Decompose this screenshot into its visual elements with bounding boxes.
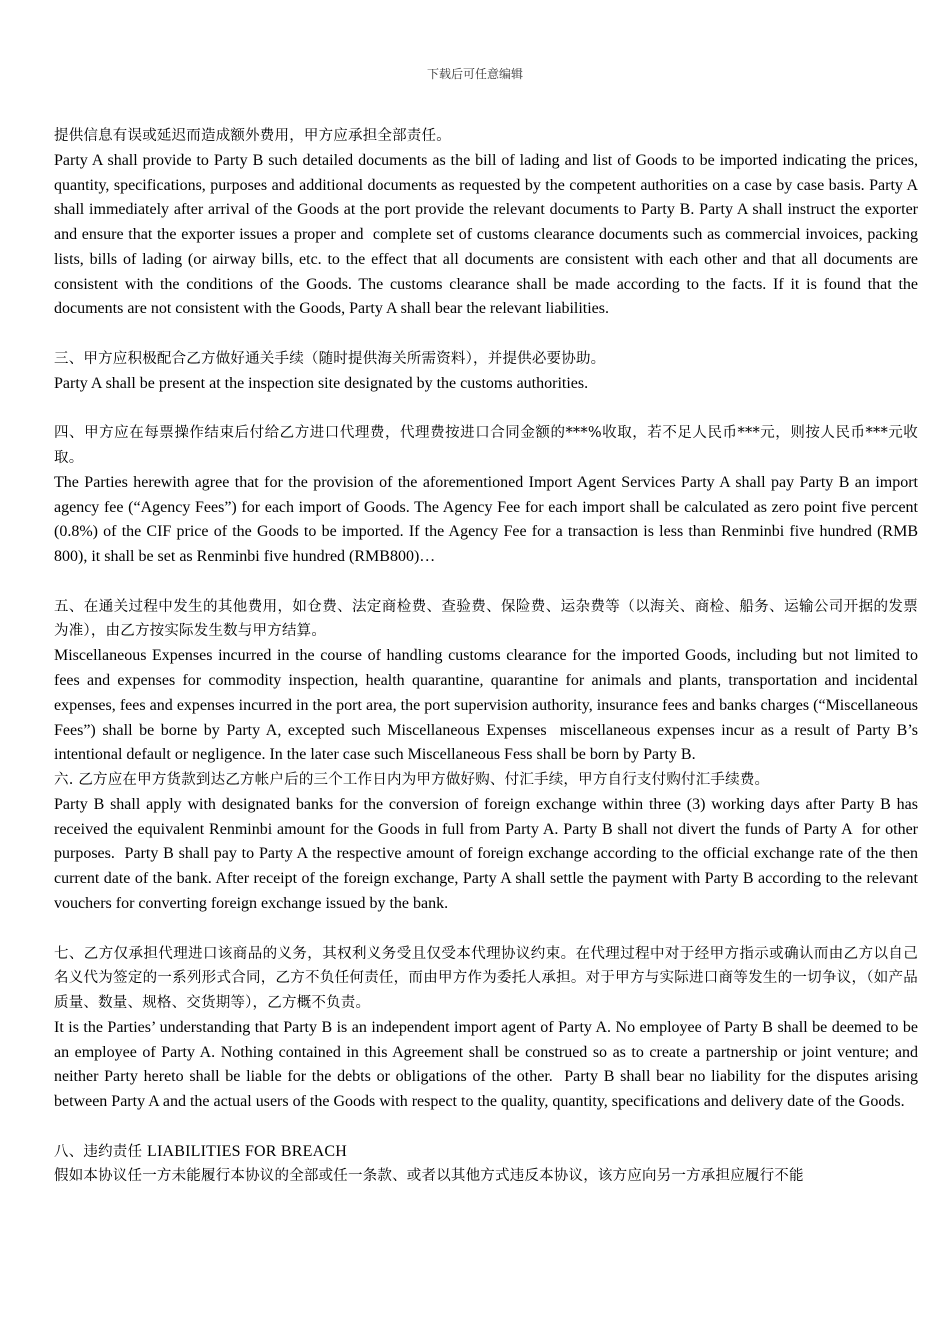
clause-8-cn-body: 假如本协议任一方未能履行本协议的全部或任一条款、或者以其他方式违反本协议，该方应向另一方承担应履行不能 xyxy=(54,1168,804,1185)
document-body xyxy=(54,124,922,1189)
paragraph-spacer xyxy=(54,917,918,942)
clause-6-en: Party B shall apply with designated banks for the conversion of foreign exchange within three (3) working days after Party B has received the equivalent Renminbi amount for the Goods in full from Party A. Party B shall not divert the funds of Party A for other purposes. Party B shall pay to Party A the respective amount of foreign exchange according to the official exchange rate of the then current date of the bank. After receipt of the foreign exchange, Party A shall settle the payment with Party B according to the relevant vouchers for converting foreign exchange issued by the bank. xyxy=(54,795,922,913)
clause-6-cn: 六. 乙方应在甲方货款到达乙方帐户后的三个工作日内为甲方做好购、付汇手续，甲方自行支付购付汇手续费。 xyxy=(54,772,770,789)
clause-4-en: The Parties herewith agree that for the provision of the aforementioned Import Agent Services Party A shall pay Party B an import agency fee (“Agency Fees”) for each import of Goods. The Agency Fee for each import shall be calculated as zero point five percent (0.8%) of the CIF price of the Goods to be imported. If the Agency Fee for a transaction is less than Renminbi five hundred (RMB 800), it shall be set as Renminbi five hundred (RMB800)… xyxy=(54,473,922,566)
clause-5-en: Miscellaneous Expenses incurred in the course of handling customs clearance for the imported Goods, including but not limited to fees and expenses for commodity inspection, health quarantine, quarantine for animals and plants, transportation and incidental expenses, fees and expenses incurred in the port area, the port supervision authority, insurance fees and banks charges (“Miscellaneous Fees”) shall be borne by Party A, excepted such Miscellaneous Expenses miscellaneous expenses incur as a result of Party B’s intentional default or negligence. In the later case such Miscellaneous Fess shall be born by Party B. xyxy=(54,647,922,764)
clause-8-heading-cn: 八、违约责任 xyxy=(54,1143,148,1160)
paragraph-cn-intro: 提供信息有误或延迟而造成额外费用，甲方应承担全部责任。 xyxy=(54,128,451,144)
clause-7-en: It is the Parties’ understanding that Party B is an independent import agent of Party A. No employee of Party B shall be deemed to be an employee of Party A. Nothing contained in this Agreement shall be construed so as to create a partnership or joint venture; and neither Party hereto shall be liable for the debts or obligations of the other. Party B shall bear no liability for the disputes arising between Party A and the actual users of the Goods with respect to the quality, quantity, specifications and delivery date of the Goods. xyxy=(54,1018,922,1111)
clause-7-cn: 七、乙方仅承担代理进口该商品的义务，其权利义务受且仅受本代理协议约束。在代理过程中对于经甲方指示或确认而由乙方以自己名义代为签定的一系列形式合同，乙方不负任何责任，而由甲方作为委托人承担。对于甲方与实际进口商等发生的一切争议，（如产品质量、数量、规格、交货期等），乙方概不负责。 xyxy=(54,945,918,1012)
clause-8-heading xyxy=(54,1140,918,1165)
paragraph-spacer xyxy=(54,322,918,347)
clause-3-cn: 三、甲方应积极配合乙方做好通关手续（随时提供海关所需资料），并提供必要协助。 xyxy=(54,351,606,368)
paragraph-en-documents: Party A shall provide to Party B such detailed documents as the bill of lading and list of Goods to be imported indicating the prices, quantity, specifications, purposes and additional documents as requested by the competent authorities on a case by case basis. Party A shall immediately after arrival of the Goods at the port provide the relevant documents to Party B. Party A shall instruct the exporter and ensure that the exporter issues a proper and complete set of customs clearance documents such as commercial invoices, packing lists, bills of lading (or airway bills, etc. to the effect that all documents are consistent with each other and that all documents are consistent with the conditions of the Goods. The customs clearance shall be made according to the facts. If it is found that the documents are not consistent with the Goods, Party A shall bear the relevant liabilities. xyxy=(54,151,922,318)
clause-3-en: Party A shall be present at the inspection site designated by the customs authorities. xyxy=(54,374,589,392)
paragraph-spacer xyxy=(54,397,918,422)
paragraph-spacer xyxy=(54,570,918,595)
page-header: 下载后可任意编辑 xyxy=(426,67,523,81)
clause-4-cn: 四、甲方应在每票操作结束后付给乙方进口代理费，代理费按进口合同金额的***%收取，若不足人民币***元，则按人民币***元收取。 xyxy=(54,425,918,467)
paragraph-spacer xyxy=(54,1115,918,1140)
clause-8-heading-en: LIABILITIES FOR BREACH xyxy=(147,1142,347,1160)
clause-5-cn: 五、在通关过程中发生的其他费用，如仓费、法定商检费、查验费、保险费、运杂费等（以海关、商检、船务、运输公司开据的发票为准），由乙方按实际发生数与甲方结算。 xyxy=(54,598,918,640)
